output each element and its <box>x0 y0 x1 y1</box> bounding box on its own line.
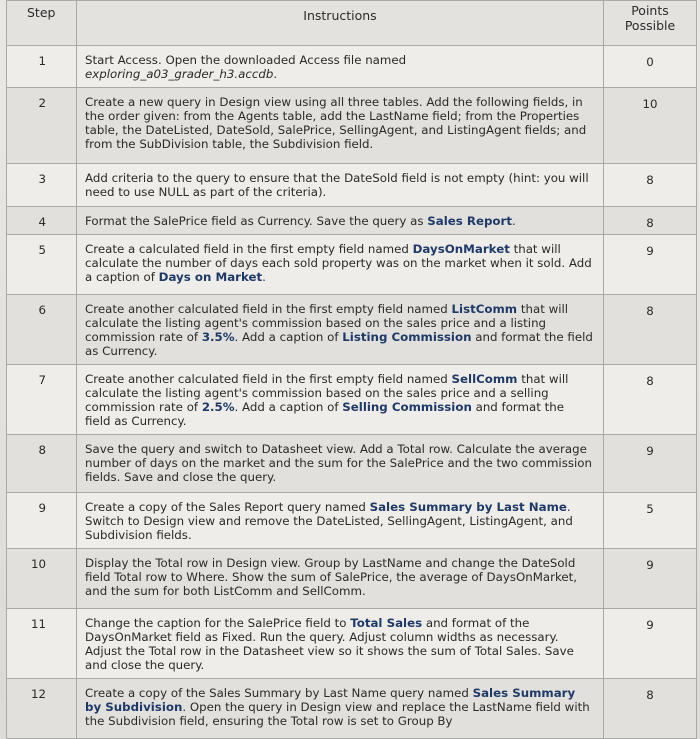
points-value: 5 <box>604 493 697 549</box>
instruction-part: . Add a caption of <box>234 330 343 344</box>
rate-value: 2.5% <box>201 400 235 414</box>
instruction-part: Create a copy of the Sales Report query named <box>85 500 370 514</box>
points-value: 9 <box>604 235 697 295</box>
query-name: Sales Summary by Subdivision <box>85 686 576 714</box>
points-value: 8 <box>604 295 697 365</box>
table-row <box>7 88 697 164</box>
grader-instructions-table <box>6 0 697 739</box>
header-points-line2: Possible <box>624 18 676 33</box>
instruction-text <box>77 295 604 365</box>
step-number: 3 <box>7 164 77 207</box>
instruction-text <box>77 88 604 164</box>
caption-name: Listing Commission <box>342 330 472 344</box>
step-number: 4 <box>7 207 77 235</box>
instruction-part: that will calculate the number of days each sold property was on the market when it sold. Add a caption of <box>85 242 592 284</box>
field-name: DaysOnMarket <box>412 242 510 256</box>
step-number: 9 <box>7 493 77 549</box>
instruction-part: . Open the query in Design view and replace the LastName field with the Subdivision field, ensuring the Total row is set to Group By <box>85 700 590 728</box>
instruction-part: Create another calculated field in the first empty field named <box>85 372 452 386</box>
instruction-part: Create another calculated field in the first empty field named <box>85 302 452 316</box>
query-name: Sales Report <box>427 214 512 228</box>
instruction-part: . <box>512 214 516 228</box>
file-name: exploring_a03_grader_h3.accdb <box>85 67 274 81</box>
table-row <box>7 435 697 493</box>
instruction-part: Change the caption for the SalePrice field to <box>85 616 351 630</box>
field-name: SellComm <box>451 372 518 386</box>
step-number: 1 <box>7 46 77 88</box>
instruction-text <box>77 235 604 295</box>
caption-name: Selling Commission <box>342 400 472 414</box>
table-row <box>7 235 697 295</box>
instruction-part: . Switch to Design view and remove the DateListed, SellingAgent, ListingAgent, and Subdivision fields. <box>85 500 573 542</box>
instruction-text <box>77 435 604 493</box>
table-row <box>7 679 697 739</box>
instruction-text <box>77 164 604 207</box>
step-number: 11 <box>7 609 77 679</box>
table-row <box>7 549 697 609</box>
instruction-part: that will calculate the listing agent's commission based on the sales price and a selling commission rate of <box>85 372 569 414</box>
instruction-part: Create a new query in Design view using all three tables. Add the following fields, in the order given: from the Agents table, add the LastName field; from the Properties table, the DateListed, DateSold, SalePrice, SellingAgent, and ListingAgent fields; and from the SubDivision table, the Subdivision field. <box>85 95 587 151</box>
table-header-row <box>7 1 697 46</box>
step-number: 10 <box>7 549 77 609</box>
rate-value: 3.5% <box>201 330 235 344</box>
points-value: 0 <box>604 46 697 88</box>
caption-name: Total Sales <box>350 616 423 630</box>
instruction-part: and format the field as Currency. <box>85 400 565 428</box>
points-value: 10 <box>604 88 697 164</box>
step-number: 12 <box>7 679 77 739</box>
instruction-text <box>77 207 604 235</box>
field-name: ListComm <box>451 302 518 316</box>
instruction-text <box>77 365 604 435</box>
table-row <box>7 207 697 235</box>
header-points-line1: Points <box>631 3 669 18</box>
step-number: 7 <box>7 365 77 435</box>
points-value: 8 <box>604 365 697 435</box>
step-number: 2 <box>7 88 77 164</box>
query-name: Sales Summary by Last Name <box>369 500 567 514</box>
instruction-part: Create a copy of the Sales Summary by Last Name query named <box>85 686 473 700</box>
instruction-part: Add criteria to the query to ensure that the DateSold field is not empty (hint: you will need to use NULL as part of the criteria). <box>85 171 589 199</box>
points-value: 8 <box>604 679 697 739</box>
header-step: Step <box>7 1 77 46</box>
step-number: 6 <box>7 295 77 365</box>
table-row <box>7 295 697 365</box>
points-value: 9 <box>604 435 697 493</box>
step-number: 8 <box>7 435 77 493</box>
table-row <box>7 46 697 88</box>
points-value: 9 <box>604 609 697 679</box>
step-number: 5 <box>7 235 77 295</box>
instruction-part: and format the field as Currency. <box>85 330 593 358</box>
table-row <box>7 609 697 679</box>
points-value: 8 <box>604 207 697 235</box>
instruction-text <box>77 609 604 679</box>
header-points-possible <box>604 1 697 46</box>
instruction-part: . Add a caption of <box>234 400 343 414</box>
points-value: 8 <box>604 164 697 207</box>
caption-name: Days on Market <box>158 270 263 284</box>
instruction-part: and format of the DaysOnMarket field as Fixed. Run the query. Adjust column widths as necessary. Adjust the Total row in the Datasheet view so it shows the sum of Total Sales. Save and close the query. <box>85 616 574 672</box>
instruction-text <box>77 493 604 549</box>
instruction-part: Display the Total row in Design view. Group by LastName and change the DateSold field Total row to Where. Show the sum of SalePrice, the average of DaysOnMarket, and the sum for both ListComm and SellComm. <box>85 556 578 598</box>
instruction-text <box>77 46 604 88</box>
header-instructions: Instructions <box>77 1 604 46</box>
instruction-part: . <box>273 67 278 81</box>
points-value: 9 <box>604 549 697 609</box>
table-row <box>7 365 697 435</box>
instruction-part: Save the query and switch to Datasheet view. Add a Total row. Calculate the average number of days on the market and the sum for the SalePrice and the two commission fields. Save and close the query. <box>85 442 592 484</box>
instruction-part: . <box>262 270 266 284</box>
table-row <box>7 493 697 549</box>
instruction-part: Create a calculated field in the first empty field named <box>85 242 413 256</box>
table-row <box>7 164 697 207</box>
instruction-part: Format the SalePrice field as Currency. Save the query as <box>85 214 428 228</box>
instruction-text <box>77 549 604 609</box>
instruction-part: that will calculate the listing agent's commission based on the sales price and a listing commission rate of <box>85 302 569 344</box>
instruction-part: Start Access. Open the downloaded Access file named <box>85 53 407 67</box>
instruction-text <box>77 679 604 739</box>
